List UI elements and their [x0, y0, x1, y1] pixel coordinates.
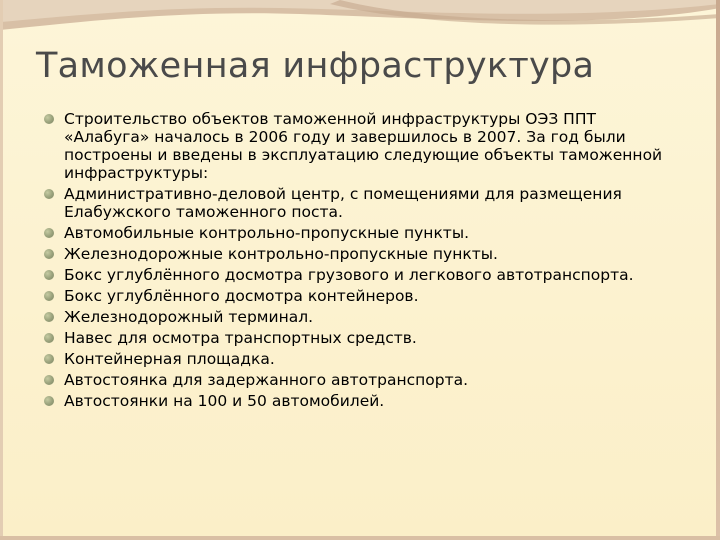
left-border: [0, 0, 3, 540]
list-item-text: Автомобильные контрольно-пропускные пункты.: [64, 224, 469, 242]
list-item: [42, 110, 682, 182]
bullet-icon: [44, 189, 54, 199]
bullet-icon: [44, 249, 54, 259]
list-item: [42, 185, 682, 221]
bullet-icon: [44, 354, 54, 364]
list-item-text: Железнодорожные контрольно-пропускные пункты.: [64, 245, 498, 263]
list-item-text: Бокс углублённого досмотра грузового и легкового автотранспорта.: [64, 266, 634, 284]
decorative-swoosh: [0, 0, 720, 36]
bullet-icon: [44, 333, 54, 343]
list-item-text: Административно-деловой центр, с помещениями для размещения Елабужского таможенного поста.: [64, 185, 622, 221]
list-item: [42, 308, 682, 326]
bullet-icon: [44, 291, 54, 301]
bullet-icon: [44, 375, 54, 385]
bottom-border: [0, 536, 720, 540]
bullet-list: [42, 110, 682, 413]
list-item: [42, 392, 682, 410]
bullet-icon: [44, 114, 54, 124]
list-item: [42, 371, 682, 389]
list-item: [42, 245, 682, 263]
bullet-icon: [44, 396, 54, 406]
bullet-icon: [44, 312, 54, 322]
list-item: [42, 350, 682, 368]
right-border: [716, 0, 720, 540]
bullet-icon: [44, 228, 54, 238]
list-item-text: Автостоянка для задержанного автотранспорта.: [64, 371, 469, 389]
list-item-text: Железнодорожный терминал.: [64, 308, 314, 326]
list-item: [42, 287, 682, 305]
list-item-text: Автостоянки на 100 и 50 автомобилей.: [64, 392, 385, 410]
list-item: [42, 329, 682, 347]
slide-title: Таможенная инфраструктура: [36, 46, 595, 86]
list-item: [42, 224, 682, 242]
bullet-icon: [44, 270, 54, 280]
list-item-text: Контейнерная площадка.: [64, 350, 275, 368]
list-item-text: Бокс углублённого досмотра контейнеров.: [64, 287, 419, 305]
list-item-text: Навес для осмотра транспортных средств.: [64, 329, 417, 347]
list-item-text: Строительство объектов таможенной инфраструктуры ОЭЗ ППТ «Алабуга» началось в 2006 году и завершилось в 2007. За год были построены и введены в эксплуатацию следующие объекты таможенной инфраструктуры:: [64, 110, 663, 182]
list-item: [42, 266, 682, 284]
